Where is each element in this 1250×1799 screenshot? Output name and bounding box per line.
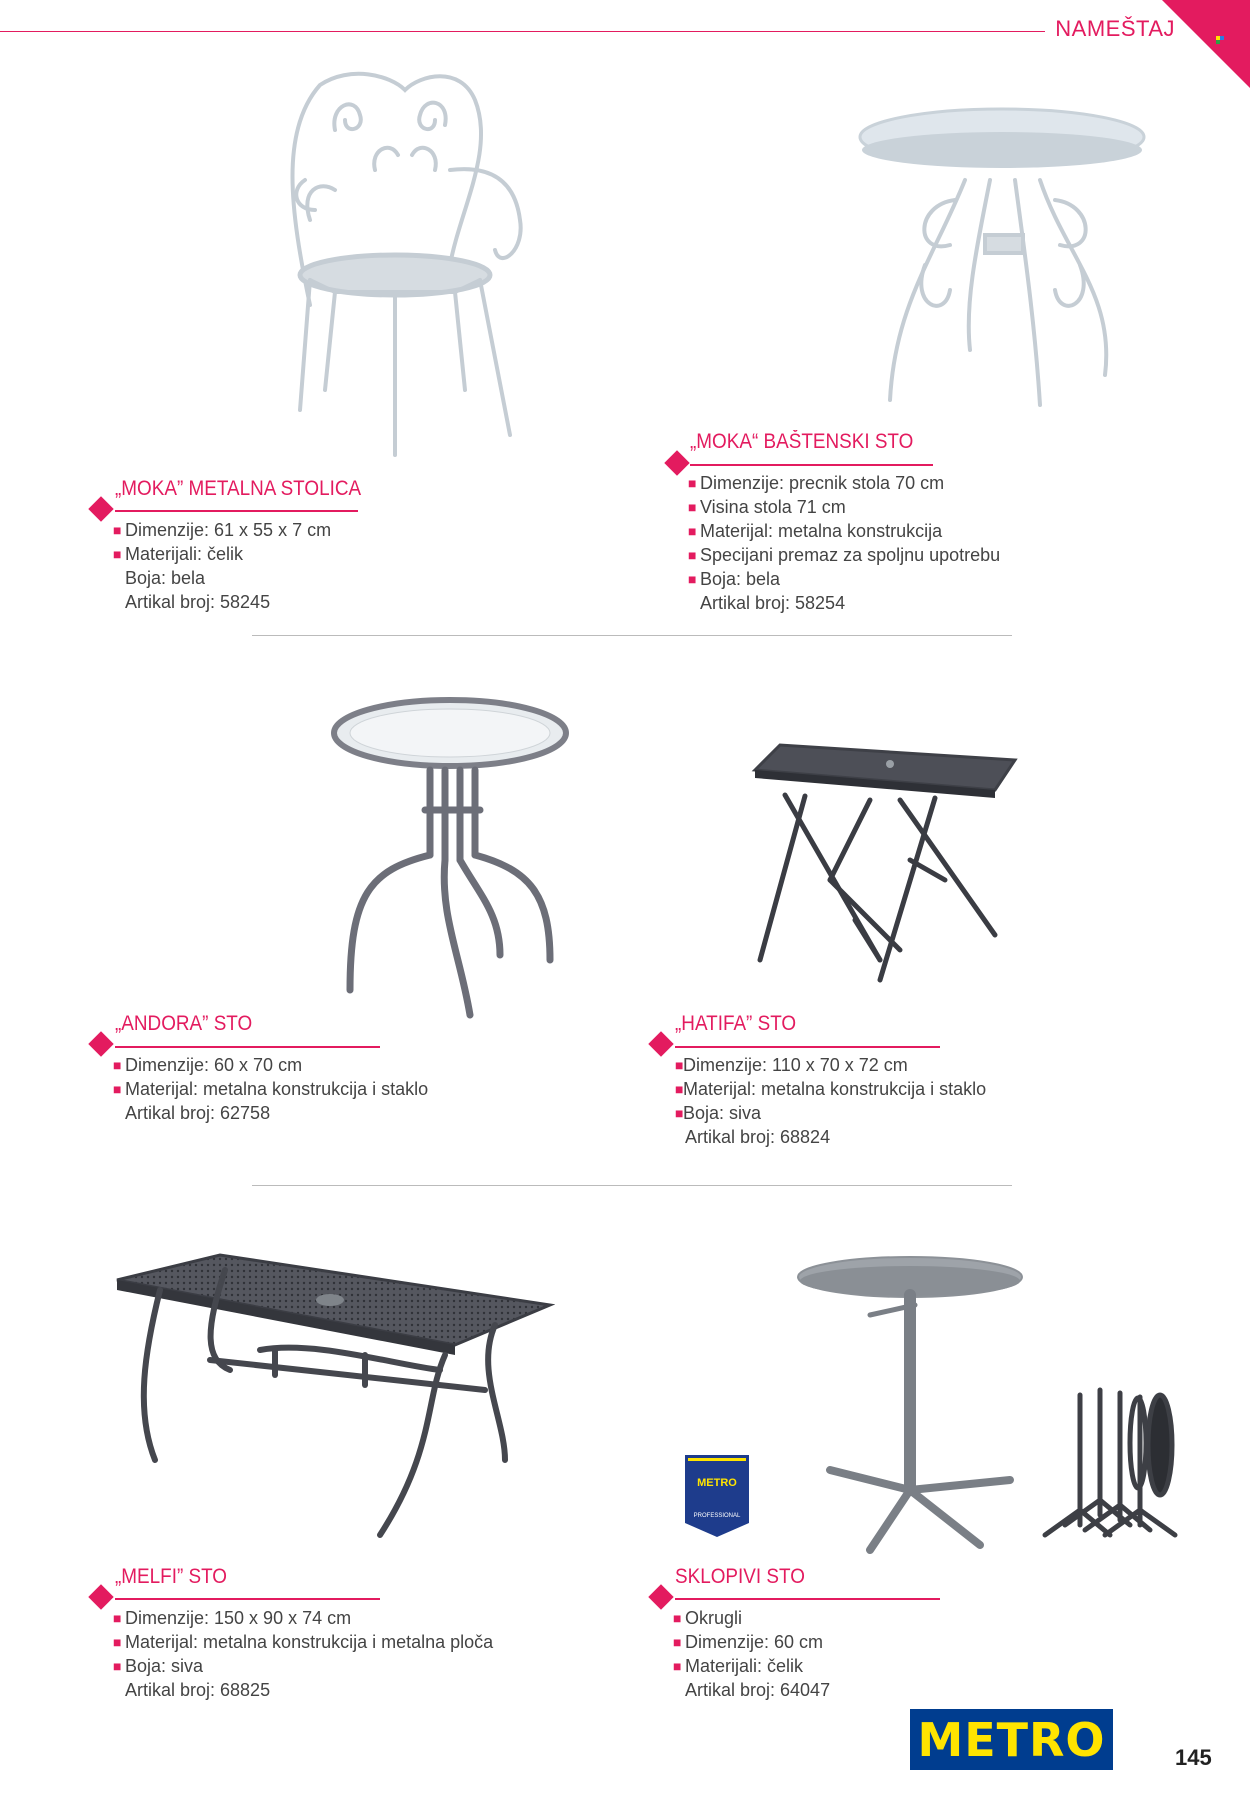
product-title: „MOKA“ BAŠTENSKI STO — [690, 430, 914, 453]
detail-line: ■ Dimenzije: 150 x 90 x 74 cm — [113, 1608, 352, 1628]
detail-line: ■ Materijali: čelik — [673, 1656, 804, 1676]
product-details — [675, 1053, 986, 1149]
title-diamond — [88, 496, 113, 521]
badge-subtitle: PROFESSIONAL — [693, 1513, 741, 1519]
bullet-icon: ■ — [113, 1057, 122, 1073]
title-diamond — [648, 1031, 673, 1056]
detail-line: Artikal broj: 68824 — [685, 1127, 831, 1147]
product-title: SKLOPIVI STO — [675, 1565, 805, 1588]
detail-line: ■ Boja: siva — [675, 1103, 762, 1123]
detail-line: ■ Materijal: metalna konstrukcija i metalna ploča — [113, 1632, 494, 1652]
melfi-table-image — [115, 1250, 555, 1540]
detail-line: ■ Specijani premaz za spoljnu upotrebu — [688, 545, 1001, 565]
product-title: „ANDORA” STO — [115, 1012, 253, 1035]
bullet-icon: ■ — [673, 1634, 682, 1650]
bullet-icon: ■ — [113, 1634, 122, 1650]
detail-line: ■ Okrugli — [673, 1608, 743, 1628]
title-underline — [115, 1598, 380, 1600]
detail-line: ■ Dimenzije: 61 x 55 x 7 cm — [113, 520, 332, 540]
bullet-icon: ■ — [673, 1610, 682, 1626]
bullet-icon: ■ — [688, 475, 697, 491]
product-title: „HATIFA” STO — [675, 1012, 797, 1035]
title-diamond — [88, 1031, 113, 1056]
bullet-icon: ■ — [675, 1057, 684, 1073]
bullet-icon: ■ — [113, 546, 122, 562]
bullet-icon: ■ — [688, 523, 697, 539]
detail-line: ■ Dimenzije: 110 x 70 x 72 cm — [675, 1055, 908, 1075]
detail-line: ■ Dimenzije: 60 x 70 cm — [113, 1055, 303, 1075]
title-diamond — [664, 450, 689, 475]
title-underline — [690, 464, 933, 466]
header-rule — [0, 31, 1055, 32]
bullet-icon: ■ — [113, 522, 122, 538]
product-title: „MELFI” STO — [115, 1565, 228, 1588]
corner-tab — [1162, 0, 1250, 88]
detail-line: ■ Boja: siva — [113, 1656, 204, 1676]
metro-professional-badge — [685, 1455, 749, 1537]
sklopivi-table-image — [795, 1255, 1025, 1560]
metro-logo-text: METRO — [917, 1712, 1106, 1767]
detail-line: Artikal broj: 68825 — [125, 1680, 271, 1700]
detail-line: ■ Materijal: metalna konstrukcija i staklo — [113, 1079, 429, 1099]
detail-line: ■ Materijal: metalna konstrukcija i staklo — [675, 1079, 987, 1099]
bullet-icon: ■ — [673, 1658, 682, 1674]
title-diamond — [648, 1584, 673, 1609]
product-details — [113, 1606, 493, 1702]
andora-table-image — [330, 695, 570, 1025]
detail-line: ■ Dimenzije: precnik stola 70 cm — [688, 473, 945, 493]
product-details — [113, 1053, 428, 1125]
title-diamond — [88, 1584, 113, 1609]
detail-line: ■ Materijal: metalna konstrukcija — [688, 521, 943, 541]
page-number: 145 — [1175, 1745, 1212, 1770]
product-title: „MOKA” METALNA STOLICA — [115, 477, 362, 500]
title-underline — [115, 510, 358, 512]
detail-line: ■ Visina stola 71 cm — [688, 497, 846, 517]
product-details — [688, 471, 1000, 615]
title-underline — [115, 1046, 380, 1048]
bullet-icon: ■ — [113, 1610, 122, 1626]
detail-line: Artikal broj: 58254 — [700, 593, 846, 613]
metro-logo — [910, 1709, 1113, 1770]
title-underline — [675, 1598, 940, 1600]
moka-chair-image — [280, 70, 540, 465]
bullet-icon: ■ — [675, 1105, 684, 1121]
bullet-icon: ■ — [688, 547, 697, 563]
moka-table-image — [855, 105, 1150, 410]
hatifa-table-image — [740, 740, 1020, 990]
detail-line: ■ Materijali: čelik — [113, 544, 244, 564]
bullet-icon: ■ — [113, 1658, 122, 1674]
detail-line: ■ Boja: bela — [688, 569, 781, 589]
bullet-icon: ■ — [688, 499, 697, 515]
badge-brand: METRO — [697, 1477, 737, 1489]
detail-line: Boja: bela — [125, 568, 206, 588]
section-divider — [252, 635, 1012, 636]
section-title: NAMEŠTAJ — [1045, 16, 1175, 42]
bullet-icon: ■ — [113, 1081, 122, 1097]
bullet-icon: ■ — [688, 571, 697, 587]
detail-line: Artikal broj: 64047 — [685, 1680, 831, 1700]
detail-line: Artikal broj: 62758 — [125, 1103, 271, 1123]
stacked-folded-tables-image — [1040, 1385, 1185, 1545]
product-details — [673, 1606, 830, 1702]
detail-line: Artikal broj: 58245 — [125, 592, 271, 612]
product-details — [113, 518, 331, 614]
corner-dots-icon — [1216, 36, 1224, 44]
section-divider — [252, 1185, 1012, 1186]
bullet-icon: ■ — [675, 1081, 684, 1097]
title-underline — [675, 1046, 940, 1048]
detail-line: ■ Dimenzije: 60 cm — [673, 1632, 824, 1652]
